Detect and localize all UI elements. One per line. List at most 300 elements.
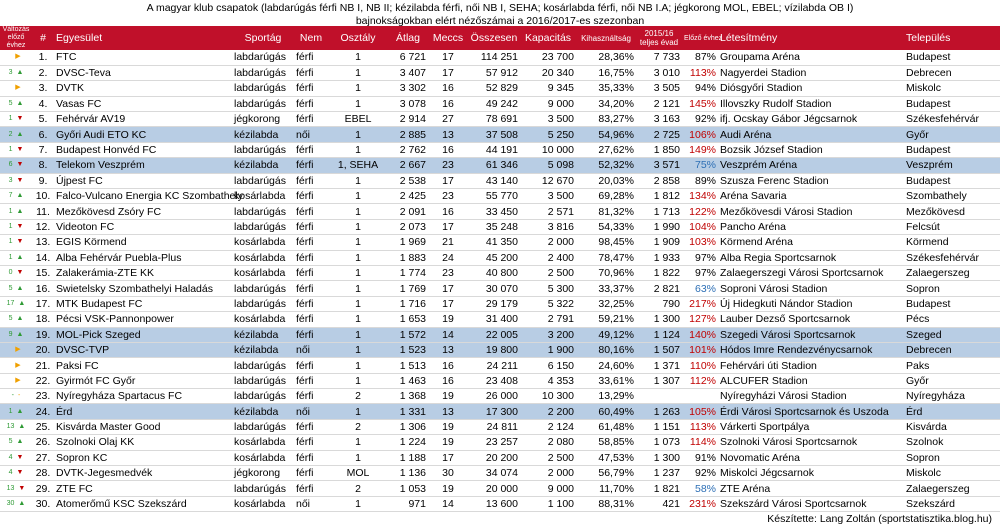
- table-row: [0, 265, 1000, 280]
- avg-cell: 1 883: [388, 250, 428, 265]
- change-down-icon: ▼: [16, 269, 24, 277]
- games-cell: 16: [428, 204, 468, 219]
- rank-cell: 21.: [32, 358, 54, 373]
- sport-cell: jégkorong: [232, 466, 294, 481]
- avg-cell: 6 721: [388, 50, 428, 65]
- club-cell: Érd: [54, 404, 232, 419]
- change-cell: [0, 158, 32, 173]
- club-cell: DVTK: [54, 81, 232, 96]
- prev-season-cell: 1 507: [636, 342, 682, 357]
- header-rank: #: [40, 32, 46, 44]
- city-cell: Kisvárda: [904, 419, 1000, 434]
- change-cell: [0, 127, 32, 142]
- change-cell: [0, 189, 32, 204]
- total-cell: 24 811: [468, 419, 520, 434]
- avg-cell: 3 407: [388, 65, 428, 80]
- change-up-icon: ▲: [16, 207, 24, 215]
- table-header-row: [0, 26, 1000, 50]
- avg-cell: 971: [388, 496, 428, 511]
- change-up-icon: ▲: [16, 69, 24, 77]
- avg-cell: 2 073: [388, 219, 428, 234]
- gender-cell: női: [294, 342, 328, 357]
- avg-cell: 2 914: [388, 112, 428, 127]
- avg-cell: 1 653: [388, 312, 428, 327]
- prev-season-cell: 1 073: [636, 435, 682, 450]
- capacity-cell: 4 353: [520, 373, 576, 388]
- utilization-cell: 35,33%: [576, 81, 636, 96]
- capacity-cell: 1 100: [520, 496, 576, 511]
- table-row: [0, 250, 1000, 265]
- change-cell: [0, 435, 32, 450]
- gender-cell: női: [294, 496, 328, 511]
- total-cell: 26 000: [468, 389, 520, 404]
- change-number: 6: [8, 161, 13, 169]
- prev-season-cell: 1 933: [636, 250, 682, 265]
- table-row: [0, 389, 1000, 404]
- league-cell: 1: [328, 450, 388, 465]
- league-cell: 1: [328, 358, 388, 373]
- sport-cell: labdarúgás: [232, 142, 294, 157]
- prev-season-cell: [636, 389, 682, 404]
- rank-cell: 30.: [32, 496, 54, 511]
- venue-cell: Pancho Aréna: [718, 219, 904, 234]
- total-cell: 22 005: [468, 327, 520, 342]
- venue-cell: Groupama Aréna: [718, 50, 904, 65]
- utilization-cell: 61,48%: [576, 419, 636, 434]
- total-cell: 30 070: [468, 281, 520, 296]
- sport-cell: labdarúgás: [232, 389, 294, 404]
- change-same-icon: ▶: [15, 53, 21, 61]
- change-number: 5: [8, 99, 13, 107]
- vs-prev-cell: 127%: [682, 312, 718, 327]
- avg-cell: 1 523: [388, 342, 428, 357]
- total-cell: 29 179: [468, 296, 520, 311]
- rank-cell: 7.: [32, 142, 54, 157]
- avg-cell: 2 885: [388, 127, 428, 142]
- city-cell: Budapest: [904, 173, 1000, 188]
- total-cell: 57 912: [468, 65, 520, 80]
- vs-prev-cell: 103%: [682, 235, 718, 250]
- games-cell: 17: [428, 450, 468, 465]
- vs-prev-cell: 231%: [682, 496, 718, 511]
- prev-season-cell: 790: [636, 296, 682, 311]
- league-cell: 1: [328, 404, 388, 419]
- total-cell: 23 257: [468, 435, 520, 450]
- venue-cell: Novomatic Aréna: [718, 450, 904, 465]
- venue-cell: Nyíregyházi Városi Stadion: [718, 389, 904, 404]
- venue-cell: Bozsik József Stadion: [718, 142, 904, 157]
- club-cell: Szolnoki Olaj KK: [54, 435, 232, 450]
- city-cell: Budapest: [904, 296, 1000, 311]
- sport-cell: kosárlabda: [232, 189, 294, 204]
- total-cell: 20 200: [468, 450, 520, 465]
- league-cell: 1: [328, 235, 388, 250]
- league-cell: 1: [328, 312, 388, 327]
- sport-cell: labdarúgás: [232, 373, 294, 388]
- sport-cell: labdarúgás: [232, 419, 294, 434]
- league-cell: 1: [328, 219, 388, 234]
- venue-cell: Miskolci Jégcsarnok: [718, 466, 904, 481]
- vs-prev-cell: 140%: [682, 327, 718, 342]
- vs-prev-cell: 112%: [682, 373, 718, 388]
- rank-cell: 17.: [32, 296, 54, 311]
- change-down-icon: ▼: [16, 161, 24, 169]
- header-change: Változás előző évhez: [2, 26, 30, 49]
- header-utilization: Kihasználtság: [581, 33, 631, 43]
- venue-cell: ifj. Ocskay Gábor Jégcsarnok: [718, 112, 904, 127]
- club-cell: Alba Fehérvár Puebla-Plus: [54, 250, 232, 265]
- total-cell: 23 408: [468, 373, 520, 388]
- gender-cell: férfi: [294, 419, 328, 434]
- league-cell: 1: [328, 281, 388, 296]
- games-cell: 24: [428, 250, 468, 265]
- prev-season-cell: 1 990: [636, 219, 682, 234]
- league-cell: 1: [328, 65, 388, 80]
- change-cell: [0, 466, 32, 481]
- change-up-icon: ▲: [16, 315, 24, 323]
- sport-cell: kézilabda: [232, 342, 294, 357]
- capacity-cell: 5 300: [520, 281, 576, 296]
- vs-prev-cell: 134%: [682, 189, 718, 204]
- change-cell: [0, 142, 32, 157]
- gender-cell: férfi: [294, 219, 328, 234]
- capacity-cell: 2 080: [520, 435, 576, 450]
- table-row: [0, 296, 1000, 311]
- avg-cell: 1 969: [388, 235, 428, 250]
- club-cell: ZTE FC: [54, 481, 232, 496]
- club-cell: EGIS Körmend: [54, 235, 232, 250]
- table-row: [0, 419, 1000, 434]
- sport-cell: labdarúgás: [232, 358, 294, 373]
- total-cell: 17 300: [468, 404, 520, 419]
- city-cell: Győr: [904, 127, 1000, 142]
- prev-season-cell: 1 371: [636, 358, 682, 373]
- venue-cell: Zalaegerszegi Városi Sportcsarnok: [718, 265, 904, 280]
- change-number: 5: [8, 438, 13, 446]
- league-cell: 1: [328, 373, 388, 388]
- games-cell: 19: [428, 481, 468, 496]
- change-number: 1: [8, 146, 13, 154]
- table-row: [0, 342, 1000, 357]
- avg-cell: 2 091: [388, 204, 428, 219]
- table-row: [0, 142, 1000, 157]
- rank-cell: 25.: [32, 419, 54, 434]
- change-cell: [0, 81, 32, 96]
- prev-season-cell: 1 300: [636, 450, 682, 465]
- header-avg: Átlag: [396, 32, 420, 44]
- vs-prev-cell: 145%: [682, 96, 718, 111]
- prev-season-cell: 1 263: [636, 404, 682, 419]
- prev-season-cell: 1 812: [636, 189, 682, 204]
- prev-season-cell: 3 010: [636, 65, 682, 80]
- sport-cell: labdarúgás: [232, 481, 294, 496]
- vs-prev-cell: 114%: [682, 435, 718, 450]
- change-same-icon: ▶: [15, 361, 21, 369]
- header-club: Egyesület: [56, 32, 103, 44]
- total-cell: 43 140: [468, 173, 520, 188]
- city-cell: Budapest: [904, 50, 1000, 65]
- change-down-icon: ▼: [16, 453, 24, 461]
- capacity-cell: 5 322: [520, 296, 576, 311]
- rank-cell: 26.: [32, 435, 54, 450]
- gender-cell: férfi: [294, 50, 328, 65]
- avg-cell: 1 053: [388, 481, 428, 496]
- change-cell: [0, 404, 32, 419]
- rank-cell: 2.: [32, 65, 54, 80]
- change-same-icon: ▶: [15, 84, 21, 92]
- capacity-cell: 12 670: [520, 173, 576, 188]
- avg-cell: 1 716: [388, 296, 428, 311]
- city-cell: Zalaegerszeg: [904, 265, 1000, 280]
- change-cell: [0, 219, 32, 234]
- capacity-cell: 20 340: [520, 65, 576, 80]
- city-cell: Felcsút: [904, 219, 1000, 234]
- city-cell: Székesfehérvár: [904, 250, 1000, 265]
- total-cell: 24 211: [468, 358, 520, 373]
- table-row: [0, 112, 1000, 127]
- city-cell: Budapest: [904, 96, 1000, 111]
- total-cell: 49 242: [468, 96, 520, 111]
- games-cell: 19: [428, 435, 468, 450]
- vs-prev-cell: 105%: [682, 404, 718, 419]
- avg-cell: 1 188: [388, 450, 428, 465]
- city-cell: Pécs: [904, 312, 1000, 327]
- change-cell: [0, 112, 32, 127]
- capacity-cell: 23 700: [520, 50, 576, 65]
- league-cell: 1: [328, 81, 388, 96]
- sport-cell: kosárlabda: [232, 312, 294, 327]
- change-cell: [0, 312, 32, 327]
- total-cell: 35 248: [468, 219, 520, 234]
- games-cell: 17: [428, 296, 468, 311]
- utilization-cell: 54,96%: [576, 127, 636, 142]
- sport-cell: kosárlabda: [232, 265, 294, 280]
- league-cell: 1: [328, 173, 388, 188]
- gender-cell: férfi: [294, 281, 328, 296]
- rank-cell: 29.: [32, 481, 54, 496]
- utilization-cell: 69,28%: [576, 189, 636, 204]
- city-cell: Szombathely: [904, 189, 1000, 204]
- change-number: 30: [6, 500, 15, 508]
- prev-season-cell: 421: [636, 496, 682, 511]
- games-cell: 23: [428, 158, 468, 173]
- utilization-cell: 34,20%: [576, 96, 636, 111]
- games-cell: 23: [428, 265, 468, 280]
- city-cell: Sopron: [904, 281, 1000, 296]
- sport-cell: kézilabda: [232, 127, 294, 142]
- games-cell: 16: [428, 142, 468, 157]
- rank-cell: 14.: [32, 250, 54, 265]
- games-cell: 19: [428, 419, 468, 434]
- avg-cell: 2 667: [388, 158, 428, 173]
- total-cell: 44 191: [468, 142, 520, 157]
- club-cell: Kisvárda Master Good: [54, 419, 232, 434]
- change-number: 13: [6, 484, 15, 492]
- capacity-cell: 2 791: [520, 312, 576, 327]
- vs-prev-cell: 89%: [682, 173, 718, 188]
- rank-cell: 15.: [32, 265, 54, 280]
- sport-cell: labdarúgás: [232, 81, 294, 96]
- change-cell: [0, 173, 32, 188]
- avg-cell: 1 774: [388, 265, 428, 280]
- rank-cell: 9.: [32, 173, 54, 188]
- rank-cell: 12.: [32, 219, 54, 234]
- rank-cell: 3.: [32, 81, 54, 96]
- utilization-cell: 98,45%: [576, 235, 636, 250]
- change-same-icon: ▶: [15, 346, 21, 354]
- city-cell: Zalaegerszeg: [904, 481, 1000, 496]
- city-cell: Érd: [904, 404, 1000, 419]
- change-up-icon: ▲: [16, 130, 24, 138]
- header-sport: Sportág: [244, 32, 282, 44]
- venue-cell: Hódos Imre Rendezvénycsarnok: [718, 342, 904, 357]
- change-number: 9: [8, 330, 13, 338]
- club-cell: MOL-Pick Szeged: [54, 327, 232, 342]
- utilization-cell: 13,29%: [576, 389, 636, 404]
- change-up-icon: ▲: [16, 253, 24, 261]
- capacity-cell: 2 124: [520, 419, 576, 434]
- club-cell: Győri Audi ETO KC: [54, 127, 232, 142]
- change-cell: [0, 50, 32, 65]
- games-cell: 23: [428, 189, 468, 204]
- utilization-cell: 32,25%: [576, 296, 636, 311]
- rank-cell: 20.: [32, 342, 54, 357]
- rank-cell: 24.: [32, 404, 54, 419]
- sport-cell: jégkorong: [232, 112, 294, 127]
- table-row: [0, 404, 1000, 419]
- avg-cell: 2 425: [388, 189, 428, 204]
- venue-cell: Soproni Városi Stadion: [718, 281, 904, 296]
- venue-cell: Audi Aréna: [718, 127, 904, 142]
- total-cell: 61 346: [468, 158, 520, 173]
- vs-prev-cell: 104%: [682, 219, 718, 234]
- venue-cell: Új Hidegkuti Nándor Stadion: [718, 296, 904, 311]
- gender-cell: férfi: [294, 373, 328, 388]
- city-cell: Debrecen: [904, 65, 1000, 80]
- change-cell: [0, 342, 32, 357]
- table-row: [0, 496, 1000, 511]
- rank-cell: 23.: [32, 389, 54, 404]
- venue-cell: Illovszky Rudolf Stadion: [718, 96, 904, 111]
- rank-cell: 6.: [32, 127, 54, 142]
- city-cell: Miskolc: [904, 81, 1000, 96]
- club-cell: Zalakerámia-ZTE KK: [54, 265, 232, 280]
- city-cell: Budapest: [904, 142, 1000, 157]
- header-prev-season: 2015/16 teljes évad: [639, 29, 679, 47]
- capacity-cell: 1 900: [520, 342, 576, 357]
- capacity-cell: 2 200: [520, 404, 576, 419]
- league-cell: 1: [328, 435, 388, 450]
- capacity-cell: 2 000: [520, 235, 576, 250]
- rank-cell: 10.: [32, 189, 54, 204]
- table-row: [0, 50, 1000, 65]
- league-cell: 1: [328, 96, 388, 111]
- avg-cell: 1 513: [388, 358, 428, 373]
- city-cell: Debrecen: [904, 342, 1000, 357]
- table-row: [0, 450, 1000, 465]
- capacity-cell: 3 200: [520, 327, 576, 342]
- games-cell: 17: [428, 50, 468, 65]
- sport-cell: labdarúgás: [232, 96, 294, 111]
- utilization-cell: 78,47%: [576, 250, 636, 265]
- change-number: 1: [8, 207, 13, 215]
- prev-season-cell: 1 124: [636, 327, 682, 342]
- games-cell: 13: [428, 342, 468, 357]
- change-down-icon: ▼: [16, 222, 24, 230]
- utilization-cell: 49,12%: [576, 327, 636, 342]
- total-cell: 40 800: [468, 265, 520, 280]
- change-cell: [0, 327, 32, 342]
- utilization-cell: 27,62%: [576, 142, 636, 157]
- sport-cell: kézilabda: [232, 404, 294, 419]
- prev-season-cell: 3 571: [636, 158, 682, 173]
- change-cell: [0, 204, 32, 219]
- venue-cell: Körmend Aréna: [718, 235, 904, 250]
- rank-cell: 19.: [32, 327, 54, 342]
- header-city: Település: [906, 32, 951, 44]
- capacity-cell: 5 098: [520, 158, 576, 173]
- vs-prev-cell: 63%: [682, 281, 718, 296]
- avg-cell: 1 463: [388, 373, 428, 388]
- club-cell: Fehérvár AV19: [54, 112, 232, 127]
- rank-cell: 18.: [32, 312, 54, 327]
- club-cell: Pécsi VSK-Pannonpower: [54, 312, 232, 327]
- avg-cell: 3 302: [388, 81, 428, 96]
- vs-prev-cell: 113%: [682, 65, 718, 80]
- gender-cell: férfi: [294, 327, 328, 342]
- prev-season-cell: 1 307: [636, 373, 682, 388]
- header-games: Meccs: [432, 32, 464, 44]
- capacity-cell: 2 500: [520, 450, 576, 465]
- gender-cell: férfi: [294, 173, 328, 188]
- utilization-cell: 70,96%: [576, 265, 636, 280]
- table-row: [0, 466, 1000, 481]
- rank-cell: 5.: [32, 112, 54, 127]
- rank-cell: 8.: [32, 158, 54, 173]
- city-cell: Veszprém: [904, 158, 1000, 173]
- venue-cell: Érdi Városi Sportcsarnok és Uszoda: [718, 404, 904, 419]
- utilization-cell: 33,37%: [576, 281, 636, 296]
- sport-cell: labdarúgás: [232, 50, 294, 65]
- change-cell: [0, 496, 32, 511]
- vs-prev-cell: 97%: [682, 265, 718, 280]
- venue-cell: ALCUFER Stadion: [718, 373, 904, 388]
- change-number: 1: [8, 407, 13, 415]
- vs-prev-cell: 122%: [682, 204, 718, 219]
- games-cell: 21: [428, 235, 468, 250]
- total-cell: 37 508: [468, 127, 520, 142]
- games-cell: 16: [428, 373, 468, 388]
- avg-cell: 1 572: [388, 327, 428, 342]
- total-cell: 55 770: [468, 189, 520, 204]
- avg-cell: 1 224: [388, 435, 428, 450]
- sport-cell: labdarúgás: [232, 281, 294, 296]
- vs-prev-cell: 149%: [682, 142, 718, 157]
- games-cell: 13: [428, 404, 468, 419]
- sport-cell: kézilabda: [232, 158, 294, 173]
- gender-cell: férfi: [294, 142, 328, 157]
- change-number: 17: [6, 299, 15, 307]
- club-cell: FTC: [54, 50, 232, 65]
- prev-season-cell: 2 821: [636, 281, 682, 296]
- club-cell: Videoton FC: [54, 219, 232, 234]
- rank-cell: 13.: [32, 235, 54, 250]
- venue-cell: Szegedi Városi Sportcsarnok: [718, 327, 904, 342]
- capacity-cell: 9 000: [520, 96, 576, 111]
- gender-cell: férfi: [294, 96, 328, 111]
- table-row: [0, 327, 1000, 342]
- change-cell: [0, 65, 32, 80]
